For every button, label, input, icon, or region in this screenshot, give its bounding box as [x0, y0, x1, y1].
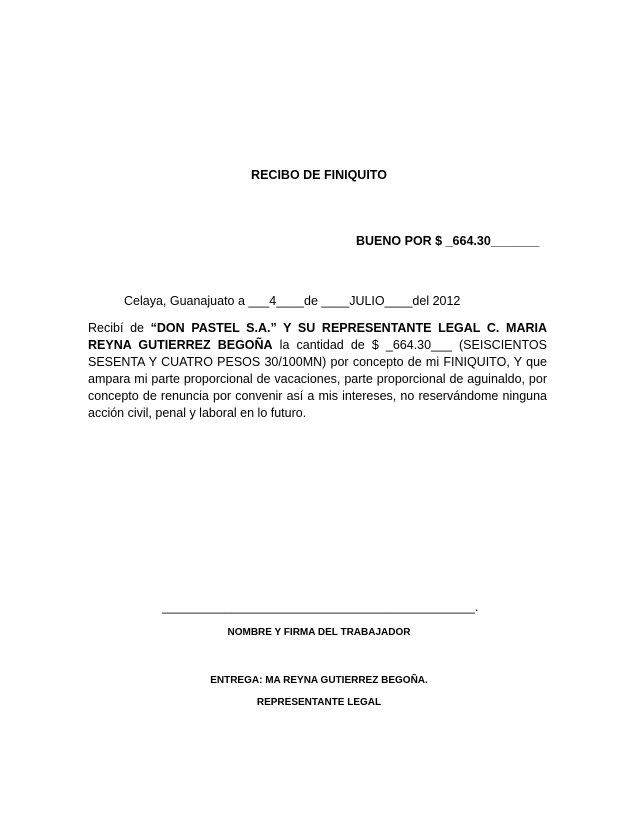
amount-line: BUENO POR $ _664.30_______ [356, 234, 540, 248]
body-details: la cantidad de $ _664.30___ (SEISCIENTOS SESENTA Y CUATRO PESOS 30/100MN) por concepto de mi FINIQUITO, Y que ampara mi parte proporcional de vacaciones, parte proporcional de aguinaldo, por concepto de renuncia por convenir así a mis intereses, no reservándome ninguna acción civil, penal y laboral en lo futuro. [88, 338, 547, 420]
signature-line: _____________________________________________. [162, 600, 479, 614]
place-date-line: Celaya, Guanajuato a ___4____de ____JULIO____del 2012 [124, 294, 461, 308]
body-company-name: “DON PASTEL S.A.” Y SU REPRESENTANTE LEGAL C. MARIA REYNA GUTIERREZ BEGOÑA [88, 321, 547, 352]
receipt-body [88, 320, 547, 422]
legal-representative-label: REPRESENTANTE LEGAL [256, 697, 382, 708]
delivered-by-line: ENTREGA: MA REYNA GUTIERREZ BEGOÑA. [210, 675, 428, 686]
document-title: RECIBO DE FINIQUITO [251, 168, 387, 182]
body-intro: Recibí de [88, 321, 151, 335]
worker-signature-label: NOMBRE Y FIRMA DEL TRABAJADOR [227, 627, 411, 638]
